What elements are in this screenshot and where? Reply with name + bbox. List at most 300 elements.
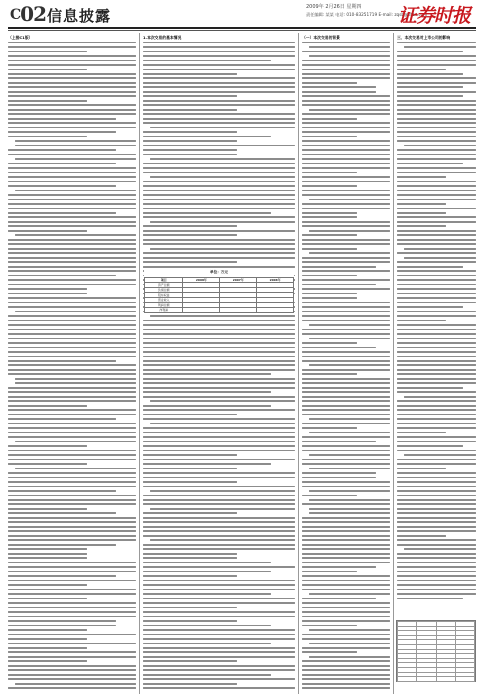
text-line [8, 369, 136, 371]
text-line [397, 503, 476, 505]
newspaper-logo: 证券时报 [398, 5, 471, 27]
text-line [143, 598, 295, 600]
text-line [143, 544, 295, 546]
table-cell [436, 677, 455, 682]
text-line [8, 113, 136, 115]
text-line [8, 324, 136, 326]
text-line [397, 95, 463, 97]
text-line [8, 239, 136, 241]
text-line [8, 279, 136, 281]
text-line [302, 369, 390, 371]
text-line [8, 508, 87, 510]
text-line [397, 199, 476, 201]
text-line [8, 526, 136, 528]
text-line [302, 306, 390, 308]
text-line [309, 418, 390, 420]
text-line [8, 212, 116, 214]
text-line [143, 391, 271, 393]
text-line [8, 306, 136, 308]
text-line [143, 418, 295, 420]
text-line [302, 472, 376, 474]
text-line [8, 100, 87, 102]
text-line [397, 351, 476, 353]
text-line [302, 589, 390, 591]
table-row [145, 308, 294, 313]
text-line [8, 445, 87, 447]
text-line [143, 64, 295, 66]
text-line [143, 651, 295, 653]
text-line [309, 55, 390, 57]
text-line [8, 73, 136, 75]
text-line [309, 252, 390, 254]
text-line [397, 284, 476, 286]
text-line [302, 539, 390, 541]
text-line [8, 333, 136, 335]
text-line [302, 347, 376, 349]
text-line [8, 566, 136, 568]
text-line [397, 194, 476, 196]
text-line [404, 454, 476, 456]
text-line [397, 382, 476, 384]
text-line [302, 616, 390, 618]
text-line [143, 611, 295, 613]
text-line [302, 571, 357, 573]
text-line [143, 409, 295, 411]
text-line [302, 158, 390, 160]
text-line [8, 347, 136, 349]
text-line [397, 521, 476, 523]
text-line [143, 338, 295, 340]
table-header-cell: 2007年 [220, 278, 257, 283]
text-line [397, 526, 476, 528]
text-line [397, 539, 476, 541]
text-line [404, 145, 476, 147]
text-line [397, 100, 476, 102]
text-line [8, 82, 136, 84]
text-line [143, 42, 295, 44]
text-line [143, 683, 237, 685]
text-line [8, 674, 136, 676]
text-line [302, 73, 390, 75]
page-header [0, 0, 484, 26]
text-line [143, 266, 295, 268]
text-line [397, 441, 476, 443]
text-line [143, 95, 237, 97]
text-line [397, 279, 476, 281]
text-line [397, 481, 476, 483]
text-line [143, 190, 295, 192]
text-line [8, 86, 136, 88]
small-table [396, 620, 476, 682]
text-line [8, 687, 136, 689]
text-line [302, 293, 357, 295]
text-line [397, 423, 476, 425]
text-line [397, 212, 446, 214]
text-line [302, 60, 390, 62]
text-line [397, 302, 476, 304]
text-line [8, 387, 136, 389]
text-line [8, 647, 87, 649]
table-cell [257, 308, 294, 313]
text-line [143, 163, 295, 165]
text-line [143, 472, 295, 474]
text-line [302, 131, 390, 133]
text-line [8, 481, 136, 483]
text-line [397, 311, 476, 313]
text-line [143, 687, 295, 689]
text-line [8, 149, 116, 151]
contact-line: 责任编辑: 某某 电话: 010-83251719 E-mail: zqsb@stcn.com [306, 12, 428, 17]
text-line [302, 185, 357, 187]
text-line [397, 42, 476, 44]
text-line [8, 342, 136, 344]
text-line [143, 571, 271, 573]
text-line [8, 243, 136, 245]
text-line [302, 544, 390, 546]
text-line [8, 181, 136, 183]
text-line [397, 288, 476, 290]
text-line [397, 593, 476, 595]
text-line [397, 64, 476, 66]
text-line [302, 333, 390, 335]
text-line [302, 279, 390, 281]
table-cell: 负债总额 [145, 288, 183, 293]
text-line [397, 557, 476, 559]
text-line [302, 208, 390, 210]
text-line [150, 127, 295, 129]
text-line [143, 194, 295, 196]
text-line [397, 486, 476, 488]
text-line [143, 216, 295, 218]
text-line [397, 472, 476, 474]
column-divider [139, 33, 140, 694]
text-line [143, 225, 237, 227]
text-line [302, 387, 390, 389]
text-line [143, 373, 271, 375]
text-line [143, 656, 295, 658]
text-line [397, 104, 476, 106]
text-line [8, 288, 87, 290]
text-line [8, 503, 136, 505]
text-line [309, 432, 390, 434]
text-line [143, 356, 295, 358]
text-line [8, 656, 136, 658]
text-line [8, 584, 87, 586]
text-line [302, 678, 390, 680]
text-line [8, 665, 136, 667]
text-line [8, 69, 87, 71]
text-line [8, 530, 136, 532]
text-line [8, 203, 136, 205]
column-2-heading: 1.本次交易的基本情况 [143, 35, 182, 40]
text-line [8, 127, 136, 129]
text-line [8, 436, 136, 438]
text-line [397, 109, 476, 111]
text-line [143, 136, 271, 138]
text-line [397, 140, 476, 142]
text-line [397, 77, 476, 79]
text-line [397, 445, 463, 447]
table-cell [183, 308, 220, 313]
text-line [302, 382, 390, 384]
text-line [143, 109, 237, 111]
text-line [8, 91, 136, 93]
text-line [8, 221, 136, 223]
text-line [302, 665, 390, 667]
text-line [8, 553, 87, 555]
text-line [8, 625, 116, 627]
text-line [8, 230, 87, 232]
text-line [302, 503, 390, 505]
text-line [302, 270, 390, 272]
text-line [397, 203, 446, 205]
text-line [302, 436, 390, 438]
text-line [397, 315, 476, 317]
text-line [8, 338, 136, 340]
text-line [309, 324, 390, 326]
text-line [302, 221, 390, 223]
text-line [143, 261, 237, 263]
text-line [302, 266, 376, 268]
text-line [143, 320, 295, 322]
text-line [302, 284, 376, 286]
text-line [397, 329, 476, 331]
table-cell: 营业收入 [145, 298, 183, 303]
text-line [8, 678, 136, 680]
text-line [302, 396, 390, 398]
text-line [309, 508, 390, 510]
text-line [143, 86, 295, 88]
text-line [302, 167, 390, 169]
text-line [309, 46, 390, 48]
text-line [302, 248, 357, 250]
text-line [143, 118, 295, 120]
text-line [8, 400, 136, 402]
text-line [8, 60, 136, 62]
text-line [8, 477, 136, 479]
text-line [397, 373, 476, 375]
text-line [302, 535, 390, 537]
text-line [143, 60, 271, 62]
text-line [143, 589, 295, 591]
text-line [397, 293, 476, 295]
text-line [8, 46, 136, 48]
text-line [302, 360, 390, 362]
text-line [8, 535, 136, 537]
text-line [404, 257, 476, 259]
text-line [150, 400, 295, 402]
text-line [143, 441, 295, 443]
text-line [302, 145, 390, 147]
text-line [143, 445, 295, 447]
text-line [397, 535, 446, 537]
text-line [302, 486, 390, 488]
text-line [143, 427, 295, 429]
text-line [397, 270, 476, 272]
text-line [8, 356, 136, 358]
text-line [397, 598, 463, 600]
text-line [8, 64, 136, 66]
text-line [8, 405, 87, 407]
text-line [143, 230, 295, 232]
text-line [143, 620, 237, 622]
text-line [143, 369, 295, 371]
text-line [302, 113, 390, 115]
text-line [143, 131, 237, 133]
text-line [302, 548, 390, 550]
text-line [302, 660, 390, 662]
text-line [8, 598, 87, 600]
text-line [143, 405, 271, 407]
text-line [8, 176, 136, 178]
text-line [302, 683, 390, 685]
text-line [397, 432, 446, 434]
text-line [397, 243, 476, 245]
text-line [8, 252, 136, 254]
text-line [302, 566, 376, 568]
text-line [397, 364, 476, 366]
text-line [302, 400, 390, 402]
text-line [8, 517, 136, 519]
text-line [302, 118, 357, 120]
text-line [150, 315, 295, 317]
text-line [302, 104, 390, 106]
column-4 [397, 33, 476, 694]
text-line [8, 418, 116, 420]
text-line [8, 391, 136, 393]
text-line [397, 297, 476, 299]
text-line [143, 234, 237, 236]
text-line [302, 311, 390, 313]
text-line [302, 212, 357, 214]
text-line [302, 674, 390, 676]
column-1-heading: （上接C1版） [8, 35, 33, 40]
text-line [397, 225, 446, 227]
text-line [8, 77, 136, 79]
text-line [302, 651, 357, 653]
text-line [397, 450, 476, 452]
column-2 [143, 33, 295, 694]
text-line [15, 378, 136, 380]
text-line [8, 351, 136, 353]
text-line [397, 73, 463, 75]
text-line [404, 548, 476, 550]
text-line [143, 468, 237, 470]
text-line [302, 405, 390, 407]
text-line [302, 669, 390, 671]
column-3-text [302, 42, 390, 689]
text-line [143, 185, 295, 187]
text-line [143, 634, 295, 636]
text-line [8, 548, 87, 550]
text-line [397, 69, 446, 71]
text-line [8, 42, 136, 44]
text-line [8, 472, 136, 474]
text-line [143, 678, 295, 680]
text-line [302, 216, 357, 218]
text-line [397, 190, 476, 192]
text-line [143, 382, 295, 384]
text-line [143, 100, 295, 102]
text-line [302, 647, 390, 649]
text-line [397, 181, 476, 183]
text-line [397, 589, 476, 591]
text-line [397, 575, 476, 577]
text-line [397, 512, 476, 514]
text-line [309, 643, 390, 645]
text-line [397, 131, 476, 133]
text-line [150, 508, 295, 510]
text-line [397, 409, 476, 411]
text-line [302, 77, 390, 79]
text-line [8, 638, 87, 640]
text-line [8, 593, 136, 595]
text-line [309, 593, 390, 595]
text-line [15, 382, 136, 384]
text-line [8, 364, 136, 366]
text-line [143, 499, 295, 501]
text-line [397, 356, 476, 358]
text-line [397, 234, 476, 236]
text-line [8, 490, 116, 492]
text-line [143, 463, 271, 465]
text-line [302, 611, 390, 613]
text-line [302, 257, 390, 259]
text-line [309, 468, 390, 470]
text-line [8, 616, 136, 618]
text-line [8, 118, 116, 120]
text-line [302, 127, 390, 129]
text-line [397, 51, 463, 53]
text-line [150, 221, 295, 223]
text-line [302, 149, 390, 151]
text-line [8, 512, 116, 514]
text-line [302, 154, 390, 156]
text-line [143, 521, 295, 523]
text-line [143, 46, 295, 48]
text-line [302, 329, 390, 331]
text-line [404, 46, 476, 48]
text-line [143, 342, 295, 344]
text-line [8, 373, 136, 375]
text-line [143, 212, 271, 214]
text-line [8, 122, 136, 124]
text-line [8, 580, 136, 582]
text-line [397, 167, 476, 169]
text-line [143, 674, 271, 676]
text-line [143, 257, 295, 259]
text-line [8, 55, 136, 57]
table-header-cell: 项目 [145, 278, 183, 283]
text-line [302, 315, 390, 317]
text-line [397, 342, 476, 344]
column-3-heading: （一）本次交易的背景 [302, 35, 340, 40]
text-line [302, 450, 390, 452]
text-line [143, 566, 295, 568]
text-line [8, 257, 136, 259]
text-line [302, 495, 357, 497]
text-line [397, 378, 476, 380]
text-line [143, 436, 295, 438]
text-line [143, 638, 295, 640]
text-line [302, 373, 357, 375]
text-line [397, 360, 476, 362]
text-line [397, 477, 476, 479]
text-line [302, 477, 376, 479]
text-line [143, 477, 295, 479]
text-line [397, 400, 476, 402]
text-line [309, 199, 390, 201]
